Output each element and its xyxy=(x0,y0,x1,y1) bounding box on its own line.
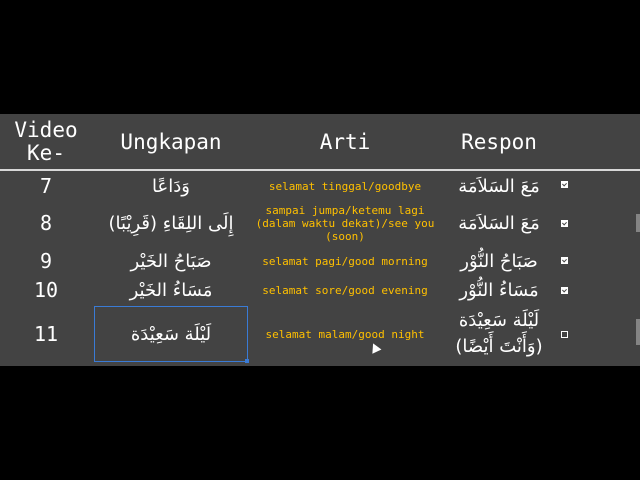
row-11-ungkapan[interactable]: لَيْلَة سَعِيْدَة xyxy=(130,323,212,345)
header-video-ke: Video Ke- xyxy=(14,118,78,165)
row-9-checkbox[interactable] xyxy=(561,257,568,264)
row-7-number: 7 xyxy=(39,174,53,198)
spreadsheet-table xyxy=(0,114,640,366)
row-9-number: 9 xyxy=(39,249,53,273)
row-8-checkbox[interactable] xyxy=(561,220,568,227)
row-11-checkbox[interactable] xyxy=(561,331,568,338)
fill-handle[interactable] xyxy=(245,359,249,363)
row-11-respon[interactable]: لَيْلَة سَعِيْدَة (وَأَنْتَ أَيْضًا) xyxy=(455,310,543,357)
header-divider xyxy=(0,169,640,171)
row-10-number: 10 xyxy=(33,278,59,302)
row-7-ungkapan[interactable]: وَدَاعًا xyxy=(152,175,190,197)
row-9-respon[interactable]: صَبَاحُ النُّوْر xyxy=(460,250,538,272)
row-8-number: 8 xyxy=(39,211,53,235)
row-8-ungkapan[interactable]: إِلَى اللِقَاءِ (قَرِيْبًا) xyxy=(108,212,234,234)
row-11-arti[interactable]: selamat malam/good night xyxy=(265,327,425,341)
row-9-arti[interactable]: selamat pagi/good morning xyxy=(262,254,428,268)
row-10-respon[interactable]: مَسَاءُ النُّوْر xyxy=(459,279,539,301)
row-7-arti[interactable]: selamat tinggal/goodbye xyxy=(268,179,422,193)
header-arti: Arti xyxy=(319,129,371,154)
row-9-ungkapan[interactable]: صَبَاحُ الخَيْر xyxy=(130,250,212,272)
row-8-arti[interactable]: sampai jumpa/ketemu lagi (dalam waktu dekat)/see you (soon) xyxy=(255,203,435,243)
row-11-number: 11 xyxy=(33,322,59,346)
row-8-respon[interactable]: مَعَ السَلاَمَة xyxy=(458,212,540,234)
row-10-arti[interactable]: selamat sore/good evening xyxy=(262,283,428,297)
clipped-column-edge xyxy=(636,319,640,345)
row-7-respon[interactable]: مَعَ السَلاَمَة xyxy=(458,175,540,197)
clipped-column-edge xyxy=(636,214,640,232)
row-10-ungkapan[interactable]: مَسَاءُ الخَيْر xyxy=(129,279,213,301)
header-respon: Respon xyxy=(461,129,537,154)
row-10-checkbox[interactable] xyxy=(561,287,568,294)
row-7-checkbox[interactable] xyxy=(561,181,568,188)
selected-cell-border[interactable] xyxy=(94,306,248,362)
header-ungkapan: Ungkapan xyxy=(120,129,222,154)
